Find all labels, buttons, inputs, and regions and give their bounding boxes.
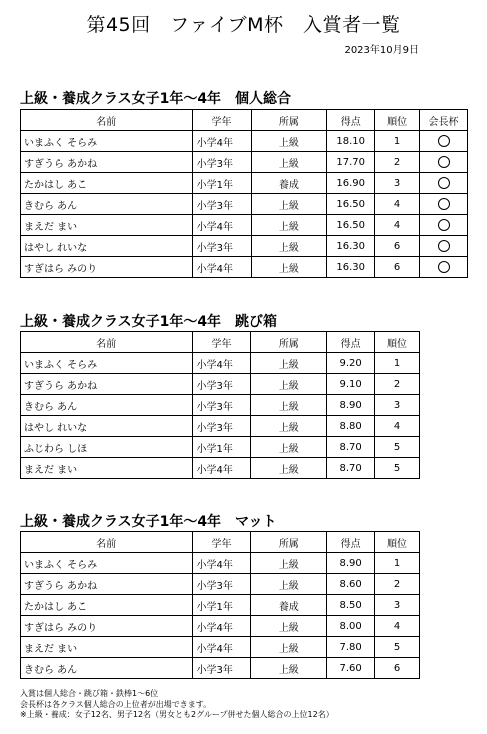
cell-affiliation: 上級 bbox=[251, 395, 327, 416]
cell-score: 9.10 bbox=[327, 374, 375, 395]
cell-affiliation: 養成 bbox=[251, 595, 327, 616]
cell-affiliation: 上級 bbox=[251, 437, 327, 458]
results-table-all-around bbox=[20, 109, 468, 278]
table-row bbox=[21, 616, 420, 637]
cell-name: きむら あん bbox=[21, 658, 193, 679]
cell-score: 8.50 bbox=[327, 595, 375, 616]
cell-name: いまふく そらみ bbox=[21, 553, 193, 574]
table-row bbox=[21, 416, 420, 437]
cell-name: いまふく そらみ bbox=[21, 353, 193, 374]
header-name: 名前 bbox=[21, 110, 193, 131]
cell-affiliation: 上級 bbox=[251, 353, 327, 374]
cell-name: すぎうら あかね bbox=[21, 152, 193, 173]
cell-name: きむら あん bbox=[21, 194, 193, 215]
cell-rank: 4 bbox=[375, 194, 420, 215]
table-row bbox=[21, 574, 420, 595]
cell-affiliation: 上級 bbox=[251, 553, 327, 574]
cell-rank: 4 bbox=[375, 416, 420, 437]
table-row bbox=[21, 194, 468, 215]
cell-name: すぎうら あかね bbox=[21, 374, 193, 395]
cell-name: きむら あん bbox=[21, 395, 193, 416]
cell-grade: 小学1年 bbox=[192, 437, 251, 458]
cell-rank: 5 bbox=[375, 437, 420, 458]
cell-grade: 小学3年 bbox=[192, 658, 251, 679]
cell-grade: 小学4年 bbox=[192, 553, 251, 574]
header-grade: 学年 bbox=[192, 532, 251, 553]
cell-name: まえだ まい bbox=[21, 215, 193, 236]
cell-grade: 小学4年 bbox=[192, 215, 251, 236]
cell-grade: 小学4年 bbox=[192, 131, 251, 152]
cell-score: 8.70 bbox=[327, 458, 375, 479]
cell-grade: 小学3年 bbox=[192, 416, 251, 437]
table-row bbox=[21, 658, 420, 679]
cell-grade: 小学3年 bbox=[192, 395, 251, 416]
page-title: 第45回 ファイブM杯 入賞者一覧 bbox=[86, 14, 401, 36]
results-table-vault bbox=[20, 331, 420, 479]
cell-name: すぎはら みのり bbox=[21, 616, 193, 637]
cell-grade: 小学3年 bbox=[192, 194, 251, 215]
cell-name: すぎうら あかね bbox=[21, 574, 193, 595]
cell-affiliation: 上級 bbox=[251, 152, 327, 173]
cell-rank: 2 bbox=[375, 152, 420, 173]
cell-affiliation: 上級 bbox=[251, 637, 327, 658]
cell-score: 8.60 bbox=[327, 574, 375, 595]
table-row bbox=[21, 257, 468, 278]
cell-grade: 小学4年 bbox=[192, 353, 251, 374]
cell-score: 8.70 bbox=[327, 437, 375, 458]
cell-rank: 4 bbox=[375, 215, 420, 236]
cell-score: 7.60 bbox=[327, 658, 375, 679]
cell-affiliation: 上級 bbox=[251, 215, 327, 236]
cell-score: 18.10 bbox=[327, 131, 375, 152]
cell-score: 8.90 bbox=[327, 553, 375, 574]
header-rank: 順位 bbox=[375, 532, 420, 553]
table-row bbox=[21, 236, 468, 257]
cell-cup bbox=[420, 257, 468, 278]
cell-rank: 5 bbox=[375, 458, 420, 479]
cell-cup bbox=[420, 152, 468, 173]
table-header-row bbox=[21, 332, 420, 353]
header-rank: 順位 bbox=[375, 332, 420, 353]
cup-qualified-mark bbox=[438, 219, 450, 231]
cup-qualified-mark bbox=[438, 156, 450, 168]
cell-grade: 小学3年 bbox=[192, 374, 251, 395]
cell-cup bbox=[420, 236, 468, 257]
cell-name: ふじわら しほ bbox=[21, 437, 193, 458]
header-name: 名前 bbox=[21, 532, 193, 553]
cell-affiliation: 上級 bbox=[251, 131, 327, 152]
header-score: 得点 bbox=[327, 332, 375, 353]
cell-score: 17.70 bbox=[327, 152, 375, 173]
cell-rank: 3 bbox=[375, 595, 420, 616]
table-row bbox=[21, 131, 468, 152]
cell-affiliation: 養成 bbox=[251, 173, 327, 194]
table-row bbox=[21, 152, 468, 173]
table-row bbox=[21, 437, 420, 458]
cell-rank: 2 bbox=[375, 374, 420, 395]
section-title-mat: 上級・養成クラス女子1年～4年 マット bbox=[20, 514, 277, 530]
cell-name: はやし れいな bbox=[21, 416, 193, 437]
cell-grade: 小学3年 bbox=[192, 152, 251, 173]
header-name: 名前 bbox=[21, 332, 193, 353]
cell-score: 16.30 bbox=[327, 257, 375, 278]
note-line: ※上級・養成：女子12名、男子12名（男女とも2グループ併せた個人総合の上位12名） bbox=[20, 710, 334, 719]
cell-rank: 1 bbox=[375, 553, 420, 574]
cell-score: 16.90 bbox=[327, 173, 375, 194]
cell-score: 7.80 bbox=[327, 637, 375, 658]
header-score: 得点 bbox=[327, 532, 375, 553]
table-row bbox=[21, 637, 420, 658]
cell-rank: 3 bbox=[375, 173, 420, 194]
event-date: 2023年10月9日 bbox=[344, 45, 419, 56]
cell-score: 16.50 bbox=[327, 215, 375, 236]
note-line: 会長杯は各クラス個人総合の上位者が出場できます。 bbox=[20, 699, 212, 709]
cell-name: はやし れいな bbox=[21, 236, 193, 257]
cell-affiliation: 上級 bbox=[251, 658, 327, 679]
cell-grade: 小学4年 bbox=[192, 458, 251, 479]
cell-name: いまふく そらみ bbox=[21, 131, 193, 152]
cell-rank: 6 bbox=[375, 658, 420, 679]
section-title-vault: 上級・養成クラス女子1年～4年 跳び箱 bbox=[20, 314, 278, 330]
footnotes bbox=[20, 689, 334, 721]
header-rank: 順位 bbox=[375, 110, 420, 131]
cell-grade: 小学4年 bbox=[192, 257, 251, 278]
cell-rank: 3 bbox=[375, 395, 420, 416]
cell-rank: 2 bbox=[375, 574, 420, 595]
cell-rank: 6 bbox=[375, 236, 420, 257]
cell-cup bbox=[420, 173, 468, 194]
section-title-all-around: 上級・養成クラス女子1年～4年 個人総合 bbox=[20, 91, 292, 107]
table-row bbox=[21, 215, 468, 236]
cell-rank: 4 bbox=[375, 616, 420, 637]
table-header-row bbox=[21, 110, 468, 131]
cell-cup bbox=[420, 131, 468, 152]
table-row bbox=[21, 173, 468, 194]
cell-affiliation: 上級 bbox=[251, 374, 327, 395]
table-row bbox=[21, 595, 420, 616]
header-score: 得点 bbox=[327, 110, 375, 131]
note-line: 入賞は個人総合・跳び箱・鉄棒1～6位 bbox=[20, 689, 159, 698]
cell-rank: 1 bbox=[375, 353, 420, 374]
cup-qualified-mark bbox=[438, 135, 450, 147]
cell-score: 9.20 bbox=[327, 353, 375, 374]
table-row bbox=[21, 553, 420, 574]
cell-affiliation: 上級 bbox=[251, 616, 327, 637]
cup-qualified-mark bbox=[438, 198, 450, 210]
cell-grade: 小学4年 bbox=[192, 616, 251, 637]
cell-score: 16.30 bbox=[327, 236, 375, 257]
table-header-row bbox=[21, 532, 420, 553]
cup-qualified-mark bbox=[438, 177, 450, 189]
cell-affiliation: 上級 bbox=[251, 257, 327, 278]
cell-rank: 6 bbox=[375, 257, 420, 278]
table-row bbox=[21, 353, 420, 374]
cell-grade: 小学4年 bbox=[192, 637, 251, 658]
cell-affiliation: 上級 bbox=[251, 574, 327, 595]
cell-name: すぎはら みのり bbox=[21, 257, 193, 278]
cell-score: 16.50 bbox=[327, 194, 375, 215]
cell-affiliation: 上級 bbox=[251, 236, 327, 257]
cell-rank: 5 bbox=[375, 637, 420, 658]
cell-name: たかはし あこ bbox=[21, 595, 193, 616]
cup-qualified-mark bbox=[438, 261, 450, 273]
cell-name: まえだ まい bbox=[21, 458, 193, 479]
table-row bbox=[21, 395, 420, 416]
cell-score: 8.00 bbox=[327, 616, 375, 637]
cell-affiliation: 上級 bbox=[251, 194, 327, 215]
cell-rank: 1 bbox=[375, 131, 420, 152]
cell-score: 8.90 bbox=[327, 395, 375, 416]
cell-grade: 小学3年 bbox=[192, 574, 251, 595]
cell-grade: 小学3年 bbox=[192, 236, 251, 257]
cell-grade: 小学1年 bbox=[192, 173, 251, 194]
cell-grade: 小学1年 bbox=[192, 595, 251, 616]
header-grade: 学年 bbox=[192, 110, 251, 131]
table-row bbox=[21, 458, 420, 479]
cup-qualified-mark bbox=[438, 240, 450, 252]
header-cup: 会長杯 bbox=[420, 110, 468, 131]
cell-affiliation: 上級 bbox=[251, 458, 327, 479]
header-affiliation: 所属 bbox=[251, 532, 327, 553]
results-table-mat bbox=[20, 531, 420, 679]
cell-affiliation: 上級 bbox=[251, 416, 327, 437]
table-row bbox=[21, 374, 420, 395]
cell-name: たかはし あこ bbox=[21, 173, 193, 194]
header-affiliation: 所属 bbox=[251, 332, 327, 353]
cell-name: まえだ まい bbox=[21, 637, 193, 658]
header-grade: 学年 bbox=[192, 332, 251, 353]
header-affiliation: 所属 bbox=[251, 110, 327, 131]
cell-cup bbox=[420, 215, 468, 236]
cell-cup bbox=[420, 194, 468, 215]
cell-score: 8.80 bbox=[327, 416, 375, 437]
